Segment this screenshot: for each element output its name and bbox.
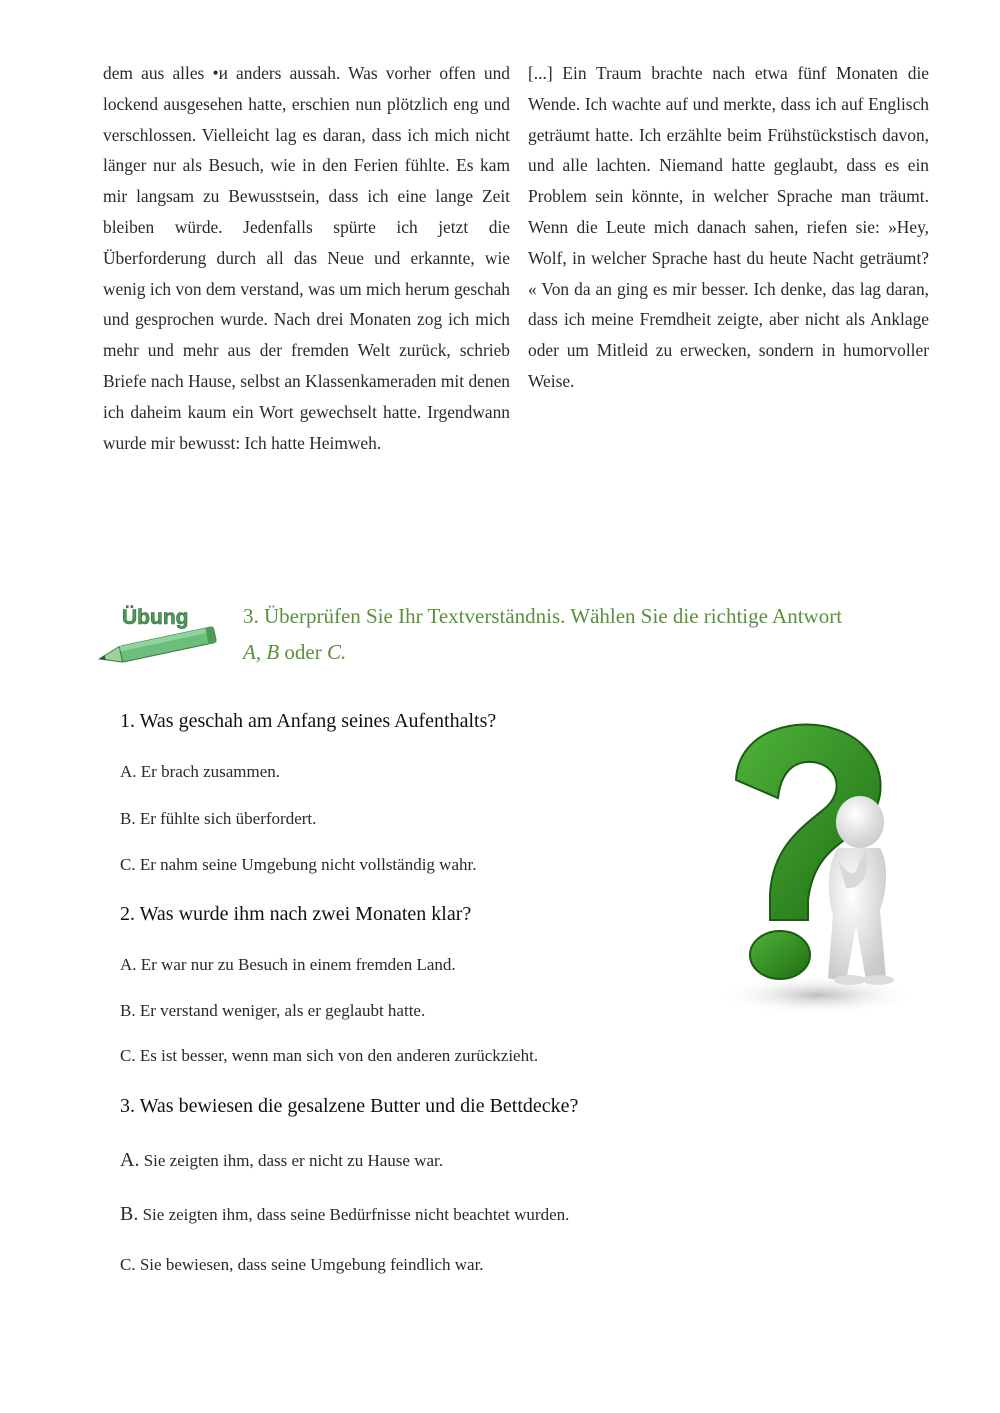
answer-option[interactable] [120,955,456,975]
answer-text: Sie zeigten ihm, dass er nicht zu Hause war. [143,1151,444,1170]
exercise-instruction-text: 3. Überprüfen Sie Ihr Textverständnis. Wählen Sie die richtige Antwort [243,604,843,628]
answer-text: Er fühlte sich überfordert. [139,809,317,828]
answer-text: Er nahm seine Umgebung nicht vollständig wahr. [139,855,477,874]
answer-option[interactable] [120,762,280,782]
answer-option[interactable] [120,1203,569,1226]
exercise-badge [90,598,230,668]
answer-option[interactable] [120,1001,425,1021]
answer-option[interactable] [120,1149,443,1172]
answer-letter: C. [120,1046,136,1065]
pencil-icon [90,598,230,668]
text-column-right [528,58,929,397]
question-mark-illustration [688,710,922,1020]
exercise-badge-label: Übung [122,606,189,629]
exercise-instruction [243,598,943,670]
answer-option[interactable] [120,855,476,875]
answer-letter: C. [120,1255,136,1274]
question-1: 1. Was geschah am Anfang seines Aufenthalts? [120,710,497,732]
answer-letter: B. [120,1203,139,1225]
answer-letter: A. [120,955,137,974]
answer-letter: B. [120,1001,136,1020]
answer-letter: A. [120,762,137,781]
answer-text: Er brach zusammen. [140,762,281,781]
paragraph-right: [...] Ein Traum brachte nach etwa fünf Monaten die Wende. Ich wachte auf und merkte, dass ich auf Englisch geträumt hatte. Ich erzählte beim Frühstückstisch davon, und alle lachten. Niemand hatte geglaubt, dass es ein Problem sein könnte, in welcher Sprache man träumt. Wenn die Leute mich danach sahen, riefen sie: »Hey, Wolf, in welcher Sprache hast du heute Nacht geträumt? « Von da an ging es mir besser. Ich denke, das lag daran, dass ich meine Fremdheit zeigte, aber nicht als Anklage oder um Mitleid zu erwecken, sondern in humorvoller Weise. [528,63,929,391]
paragraph-left: dem aus alles •и anders aussah. Was vorher offen und lockend ausgesehen hatte, erschien nun plötzlich eng und verschlossen. Vielleicht lag es daran, dass ich mich nicht länger nur als Besuch, wie in den Ferien fühlte. Es kam mir langsam zu Bewusstsein, dass ich eine lange Zeit bleiben würde. Jedenfalls spürte ich jetzt die Überforderung durch all das Neue und erkannte, wie wenig ich von dem verstand, was um mich herum geschah und gesprochen wurde. Nach drei Monaten zog ich mich mehr und mehr aus der fremden Welt zurück, schrieb Briefe nach Hause, selbst an Klassenkameraden mit denen ich daheim kaum ein Wort gewechselt hatte. Irgendwann wurde mir bewusst: Ich hatte Heimweh. [103,63,510,453]
choice-letters-ab: A, B [243,640,280,664]
answer-option[interactable] [120,1046,538,1066]
answer-letter: A. [120,1149,140,1171]
question-3: 3. Was bewiesen die gesalzene Butter und die Bettdecke? [120,1095,579,1117]
answer-letter: C. [120,855,136,874]
answer-option[interactable] [120,1255,484,1275]
answer-text: Sie bewiesen, dass seine Umgebung feindlich war. [139,1255,484,1274]
question-2: 2. Was wurde ihm nach zwei Monaten klar? [120,903,472,925]
choice-letter-c: C. [326,640,347,664]
answer-text: Er verstand weniger, als er geglaubt hatte. [139,1001,426,1020]
question-mark-icon [688,710,922,1020]
answer-letter: B. [120,809,136,828]
answer-text: Es ist besser, wenn man sich von den anderen zurückzieht. [139,1046,539,1065]
text-column-left [103,58,510,458]
answer-text: Sie zeigten ihm, dass seine Bedürfnisse nicht beachtet wurden. [142,1205,570,1224]
choice-or: oder [284,640,322,664]
answer-text: Er war nur zu Besuch in einem fremden Land. [140,955,456,974]
answer-option[interactable] [120,809,316,829]
